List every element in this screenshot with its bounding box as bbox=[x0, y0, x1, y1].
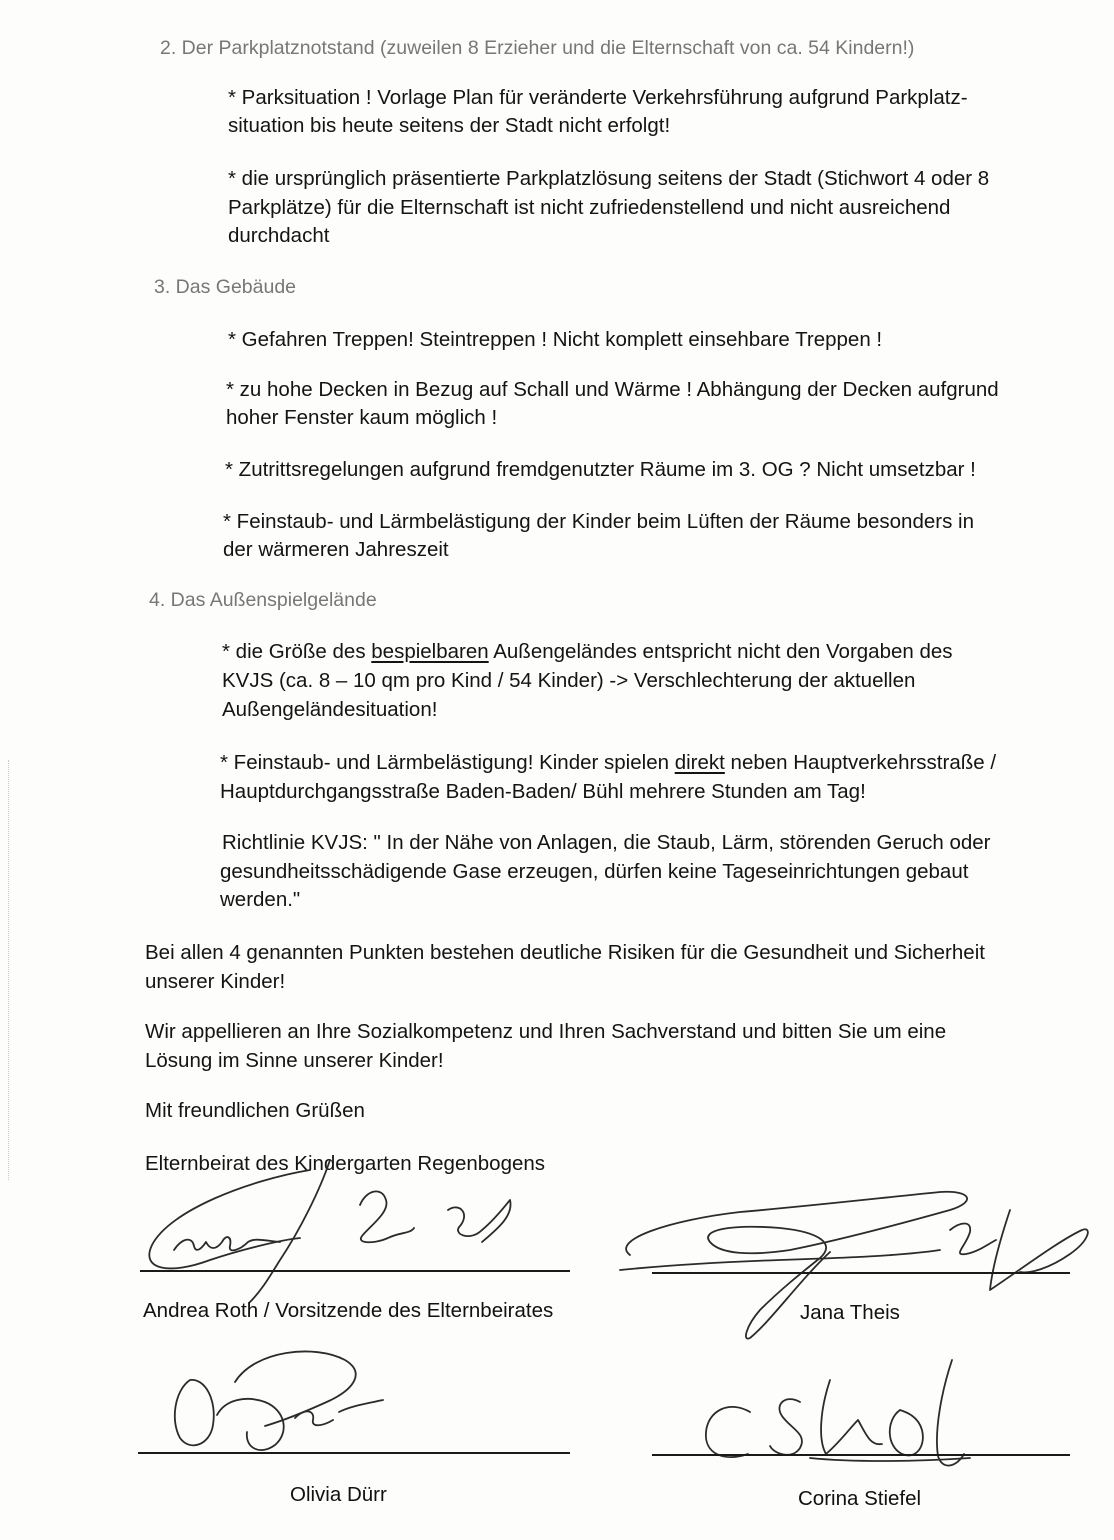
building-point-4-line-1: * Feinstaub- und Lärmbelästigung der Kinder beim Lüften der Räume besonders in bbox=[223, 510, 974, 533]
scan-artifact bbox=[8, 760, 10, 1180]
sender-line: Elternbeirat des Kindergarten Regenbogens bbox=[145, 1152, 546, 1175]
parking-point-1-line-1: * Parksituation ! Vorlage Plan für veränderte Verkehrsführung aufgrund Parkplatz- bbox=[228, 86, 968, 109]
parking-point-1-line-2: situation bis heute seitens der Stadt nicht erfolgt! bbox=[228, 114, 671, 137]
outdoor-point-2-line-2: Hauptdurchgangsstraße Baden-Baden/ Bühl mehrere Stunden am Tag! bbox=[220, 780, 866, 803]
closing-paragraph-2-line-2: Lösung im Sinne unserer Kinder! bbox=[145, 1049, 444, 1072]
parking-point-2-line-3: durchdacht bbox=[228, 224, 330, 247]
parking-point-2-line-2: Parkplätze) für die Elternschaft ist nicht zufriedenstellend und nicht ausreichend bbox=[228, 196, 951, 219]
signer-name-2: Jana Theis bbox=[800, 1301, 900, 1324]
signature-line-4 bbox=[652, 1454, 1070, 1456]
building-point-3: * Zutrittsregelungen aufgrund fremdgenutzter Räume im 3. OG ? Nicht umsetzbar ! bbox=[225, 458, 976, 481]
building-point-1: * Gefahren Treppen! Steintreppen ! Nicht komplett einsehbare Treppen ! bbox=[228, 328, 883, 351]
signer-name-1: Andrea Roth / Vorsitzende des Elternbeirates bbox=[143, 1299, 554, 1322]
building-point-4-line-2: der wärmeren Jahreszeit bbox=[223, 538, 449, 561]
signature-olivia-duerr bbox=[155, 1340, 415, 1460]
section-heading-parking: 2. Der Parkplatznotstand (zuweilen 8 Erzieher und die Elternschaft von ca. 54 Kindern!) bbox=[160, 37, 915, 59]
signature-line-1 bbox=[140, 1270, 570, 1272]
parking-point-2-line-1: * die ursprünglich präsentierte Parkplatzlösung seitens der Stadt (Stichwort 4 oder 8 bbox=[228, 167, 990, 190]
building-point-2-line-2: hoher Fenster kaum möglich ! bbox=[226, 406, 498, 429]
closing-paragraph-1-line-2: unserer Kinder! bbox=[145, 970, 286, 993]
emphasis-bespielbaren: bespielbaren bbox=[371, 640, 489, 663]
signer-name-4: Corina Stiefel bbox=[798, 1487, 922, 1510]
signature-line-2 bbox=[652, 1272, 1070, 1274]
section-heading-outdoor: 4. Das Außenspielgelände bbox=[149, 589, 377, 611]
signature-corina-stiefel bbox=[690, 1350, 1010, 1490]
outdoor-point-1-line-2: KVJS (ca. 8 – 10 qm pro Kind / 54 Kinder) -> Verschlechterung der aktuellen bbox=[222, 669, 916, 692]
signer-name-3: Olivia Dürr bbox=[290, 1483, 387, 1506]
outdoor-guideline-line-2: gesundheitsschädigende Gase erzeugen, dürfen keine Tageseinrichtungen gebaut bbox=[220, 860, 969, 883]
outdoor-point-1-line-3: Außengeländesituation! bbox=[222, 698, 438, 721]
signature-line-3 bbox=[138, 1452, 570, 1454]
building-point-2-line-1: * zu hohe Decken in Bezug auf Schall und Wärme ! Abhängung der Decken aufgrund bbox=[226, 378, 999, 401]
outdoor-point-2-line-1: * Feinstaub- und Lärmbelästigung! Kinder spielen direkt neben Hauptverkehrsstraße / bbox=[220, 751, 997, 774]
closing-paragraph-2-line-1: Wir appellieren an Ihre Sozialkompetenz und Ihren Sachverstand und bitten Sie um eine bbox=[145, 1020, 947, 1043]
closing-greeting: Mit freundlichen Grüßen bbox=[145, 1099, 365, 1122]
section-heading-building: 3. Das Gebäude bbox=[154, 276, 297, 298]
closing-paragraph-1-line-1: Bei allen 4 genannten Punkten bestehen deutliche Risiken für die Gesundheit und Sicherheit bbox=[145, 941, 985, 964]
signature-andrea-roth bbox=[130, 1150, 590, 1310]
outdoor-point-1-line-1: * die Größe des bespielbaren Außengeländes entspricht nicht den Vorgaben des bbox=[222, 640, 953, 663]
outdoor-guideline-line-1: Richtlinie KVJS: " In der Nähe von Anlagen, die Staub, Lärm, störenden Geruch oder bbox=[222, 831, 991, 854]
outdoor-guideline-line-3: werden." bbox=[220, 888, 301, 911]
emphasis-direkt: direkt bbox=[674, 751, 725, 774]
